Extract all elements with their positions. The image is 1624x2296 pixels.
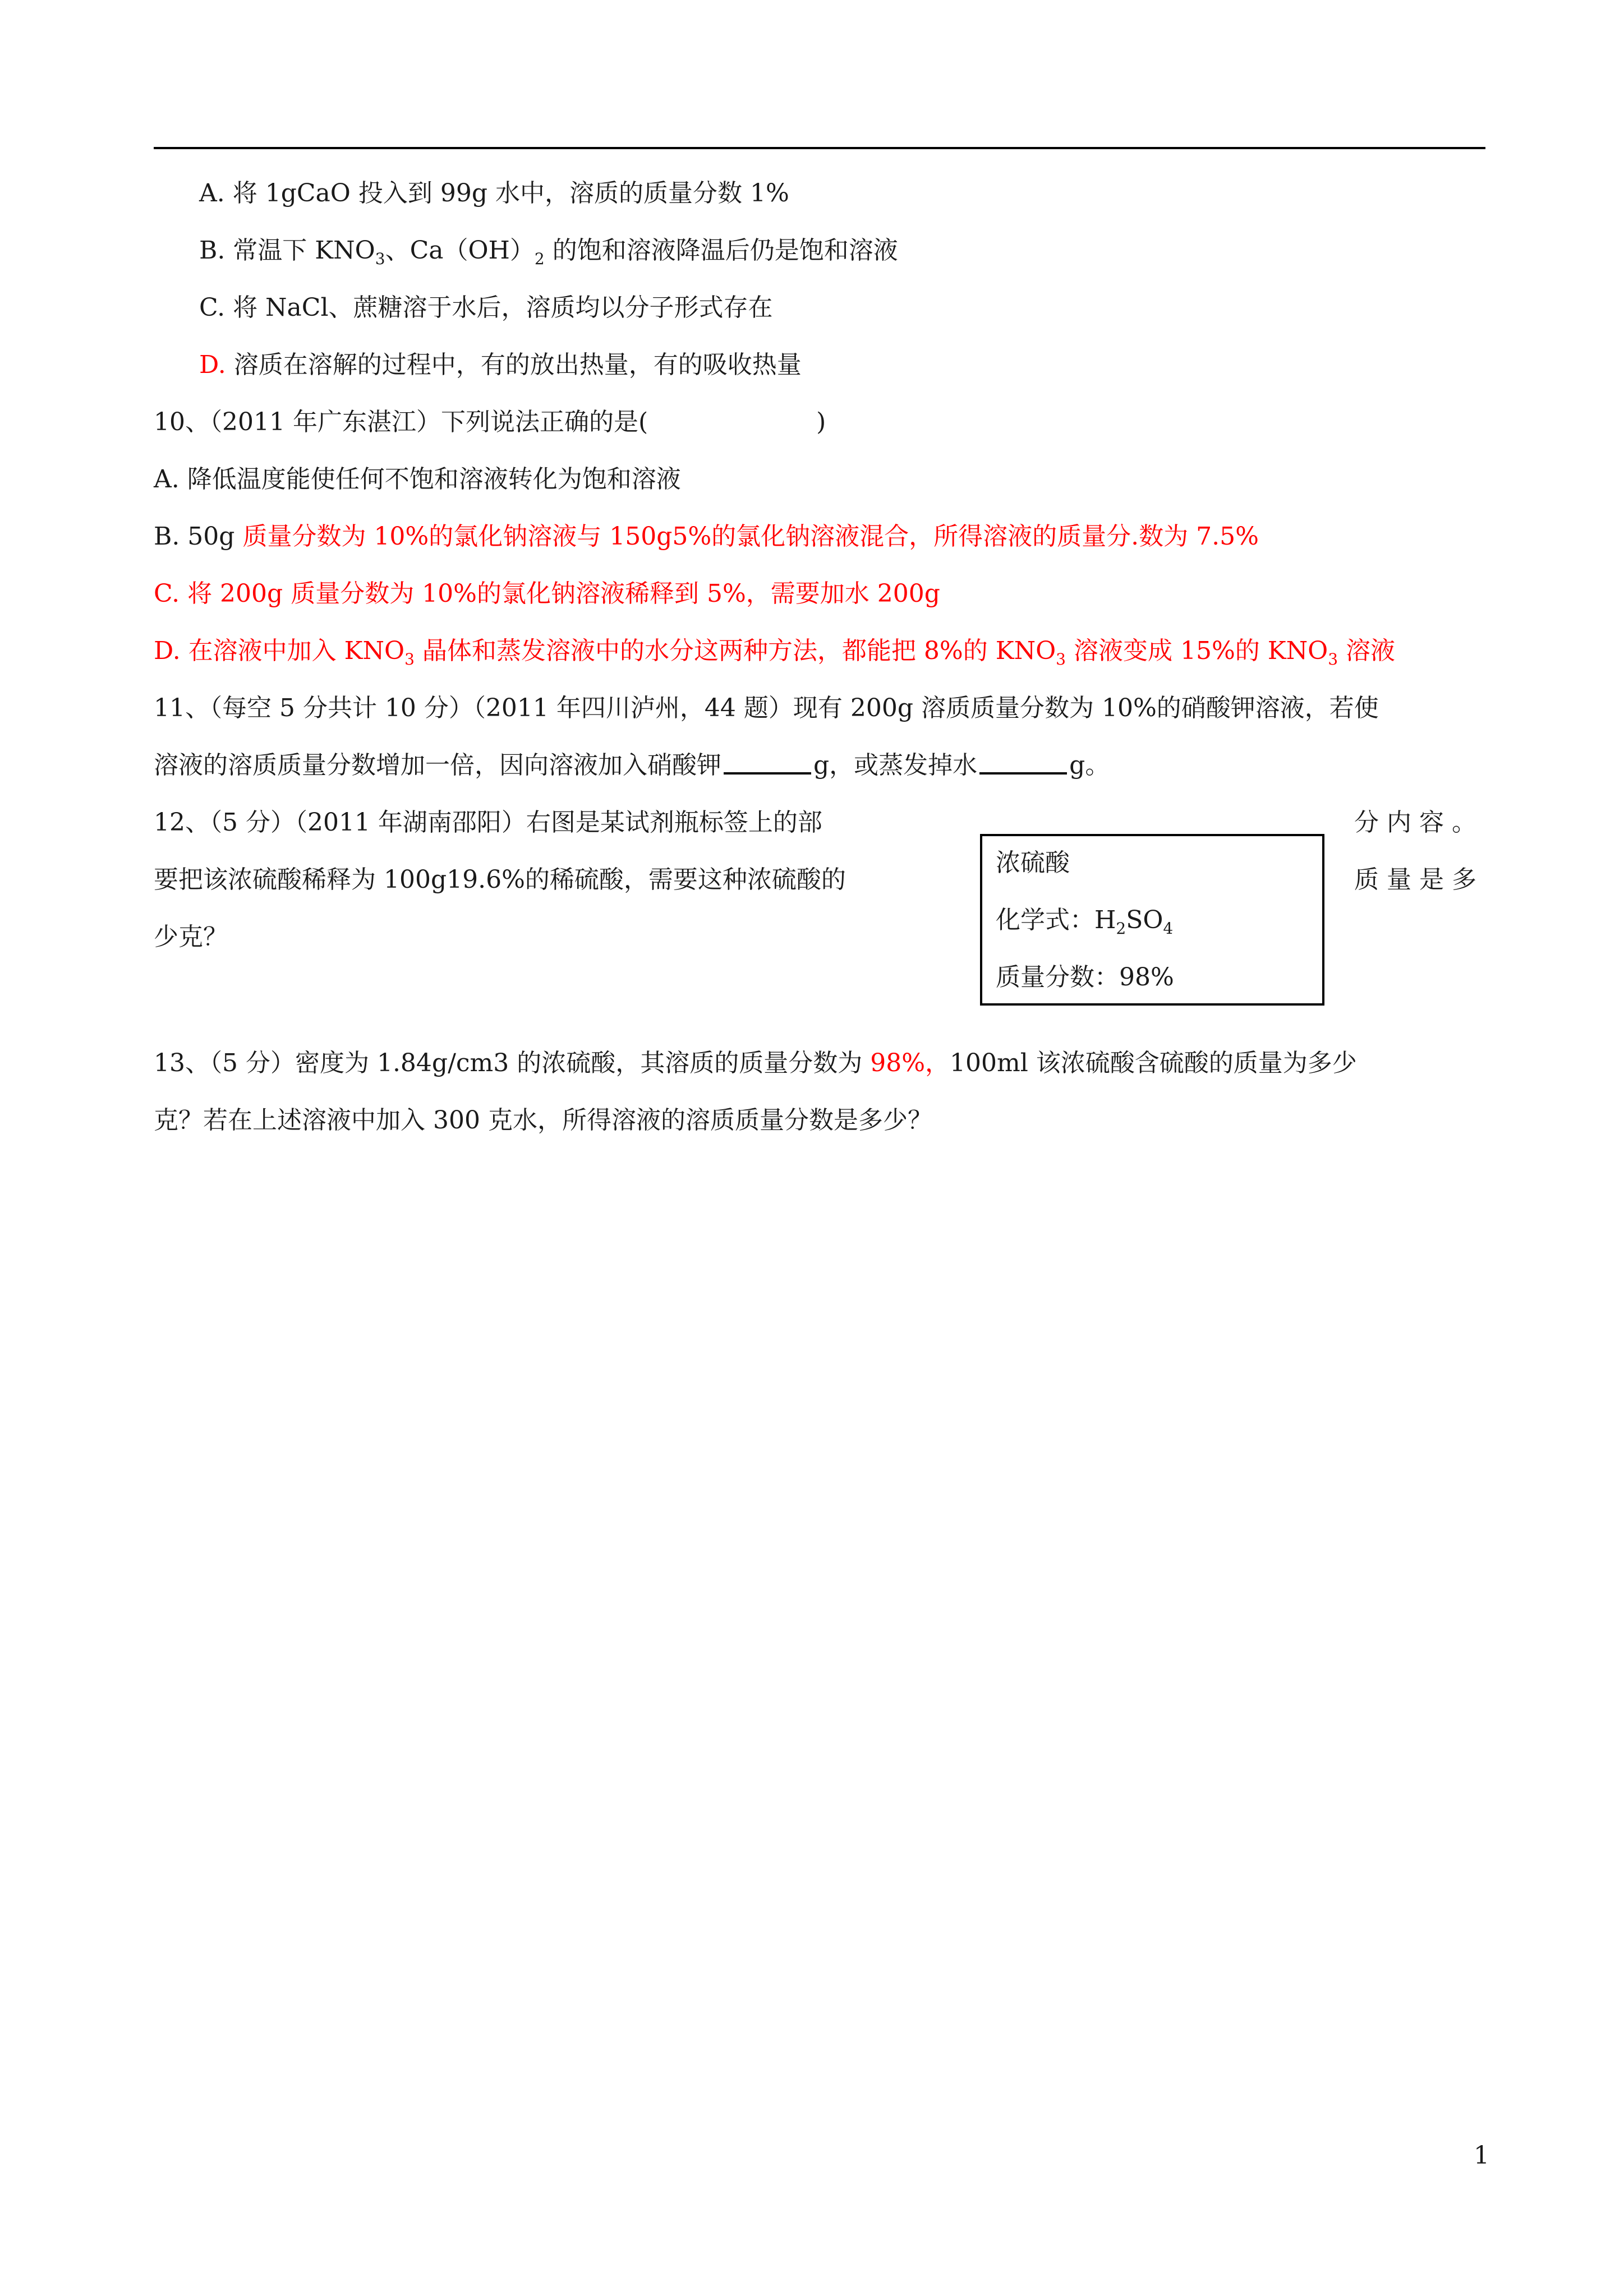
reagent-formula: 化学式：$H_2SO_4$ <box>996 906 1174 938</box>
q11-line1: 11、（每空 5 分共计 10 分）（2011 年四川泸州，44 题）现有 200g 溶质质量分数为 10%的硝酸钾溶液，若使 <box>154 694 1379 722</box>
q10-option-b: B. 50g 质量分数为 10%的氯化钠溶液与 150g5%的氯化钠溶液混合，所得溶液的质量分.数为 7.5% <box>154 522 1259 551</box>
q9-option-b: B. 常温下 $KNO_3$、$Ca(OH)_2$ 的饱和溶液降温后仍是饱和溶液 <box>199 236 898 268</box>
q11-line2: 溶液的溶质质量分数增加一倍，因向溶液加入硝酸钾 g，或蒸发掉水 g。 <box>154 751 1110 780</box>
q13-line1: 13、（5 分）密度为 1.84g/cm3 的浓硫酸，其溶质的质量分数为 98%，100ml 该浓硫酸含硫酸的质量为多少 <box>154 1049 1357 1077</box>
q12-line1-left: 12、（5 分）（2011 年湖南邵阳）右图是某试剂瓶标签上的部 <box>154 808 822 837</box>
q12-line1-right: 分 内 容 。 <box>1354 808 1476 837</box>
reagent-name: 浓硫酸 <box>996 849 1070 877</box>
q10-stem: 10、（2011 年广东湛江）下列说法正确的是( ) <box>154 408 826 436</box>
q10-option-d: D. 在溶液中加入 $KNO_3$ 晶体和蒸发溶液中的水分这两种方法，都能把 8%的 $KNO_3$ 溶液变成 15%的 $KNO_3$ 溶液 <box>154 637 1396 668</box>
reagent-mass-fraction: 质量分数：98% <box>996 963 1174 992</box>
q12-line2-left: 要把该浓硫酸稀释为 100g19.6%的稀硫酸，需要这种浓硫酸的 <box>154 865 846 894</box>
reagent-label-box <box>980 834 1324 1006</box>
q12-line2-right: 质 量 是 多 <box>1354 865 1476 894</box>
q13-line2: 克？若在上述溶液中加入 300 克水，所得溶液的溶质质量分数是多少？ <box>154 1106 932 1135</box>
header-rule <box>154 147 1485 149</box>
q11-blank-1[interactable] <box>724 751 811 774</box>
q9-option-a: A. 将 1gCaO 投入到 99g 水中，溶质的质量分数 1% <box>199 179 789 208</box>
q10-option-a: A. 降低温度能使任何不饱和溶液转化为饱和溶液 <box>154 465 681 494</box>
q9-option-c: C. 将 NaCl、蔗糖溶于水后，溶质均以分子形式存在 <box>199 293 773 322</box>
q10-option-c: C. 将 200g 质量分数为 10%的氯化钠溶液稀释到 5%，需要加水 200g <box>154 579 940 608</box>
q11-blank-2[interactable] <box>979 751 1067 774</box>
page-number: 1 <box>1474 2141 1489 2170</box>
q9-option-d: D. 溶质在溶解的过程中，有的放出热量，有的吸收热量 <box>199 351 802 379</box>
q12-line3: 少克？ <box>154 923 228 951</box>
